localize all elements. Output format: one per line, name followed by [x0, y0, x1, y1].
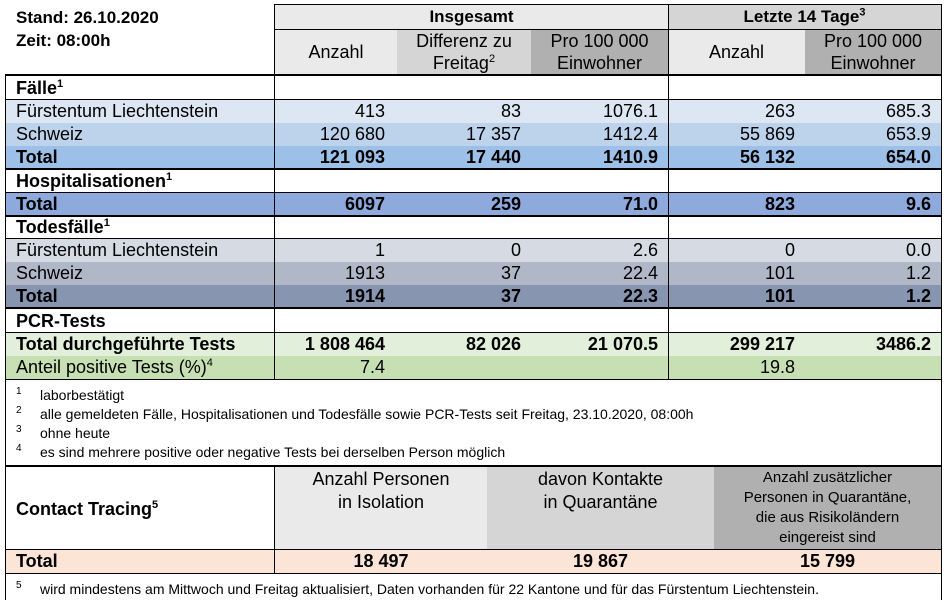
grid-hosp-end — [5, 215, 942, 217]
pcr-total-label: Total durchgeführte Tests — [16, 334, 236, 354]
tod-total-diff: 37 — [500, 286, 521, 306]
tod-ch-anzahl14: 101 — [764, 263, 795, 283]
footnote-1-text: laborbestätigt — [40, 387, 125, 403]
pcr-total-anzahl14: 299 217 — [729, 334, 795, 354]
hosp-sup: 1 — [166, 171, 173, 183]
hosp-total-anzahl14: 823 — [764, 194, 795, 214]
footnote-4-num: 4 — [16, 443, 22, 454]
faelle-ch-pro: 1412.4 — [602, 124, 658, 144]
pcr-total-pro: 21 070.5 — [587, 334, 658, 354]
tod-title — [16, 216, 110, 239]
contact-h3-line2: Personen in Quarantäne, — [743, 489, 912, 506]
contact-total-risiko: 15 799 — [799, 551, 856, 571]
hosp-total-anzahl: 6097 — [344, 194, 385, 214]
stand-label: Stand: 26.10.2020 — [16, 8, 159, 27]
faelle-total-diff: 17 440 — [465, 147, 521, 167]
col-pro14-header-2: Einwohner — [830, 53, 916, 73]
grid-faelle-end — [5, 168, 942, 170]
footnote-4-text: es sind mehrere positive oder negative Tests bei derselben Person möglich — [40, 444, 506, 460]
tod-ch-pro14: 1.2 — [905, 263, 931, 283]
hosp-total-diff: 259 — [490, 194, 521, 214]
footnote-5-num: 5 — [16, 580, 22, 591]
faelle-total-pro14: 654.0 — [885, 147, 931, 167]
footnote-5-text: wird mindestens am Mittwoch und Freitag aktualisiert, Daten vorhanden für 22 Kantone und für das Fürstentum Liechtenstein. — [40, 581, 819, 597]
faelle-fl-diff: 83 — [500, 101, 521, 121]
grid-contact-sep — [5, 549, 942, 550]
tod-ch-label: Schweiz — [16, 263, 84, 283]
header-letzte-text: Letzte 14 Tage — [743, 7, 860, 26]
faelle-title-text: Fälle — [16, 78, 58, 98]
faelle-ch-anzahl: 120 680 — [319, 124, 385, 144]
faelle-ch-diff: 17 357 — [465, 124, 521, 144]
col-anzahl14-header: Anzahl — [708, 42, 765, 62]
tod-fl-label: Fürstentum Liechtenstein — [16, 240, 219, 260]
footnote-2-text: alle gemeldeten Fälle, Hospitalisationen und Todesfälle sowie PCR-Tests seit Freitag, 23.10.2020, 08:00h — [40, 406, 694, 422]
tod-title-text: Todesfälle — [16, 217, 104, 237]
tod-ch-diff: 37 — [500, 263, 521, 283]
grid-pcr-end — [5, 379, 942, 380]
tod-ch-anzahl: 1913 — [344, 263, 385, 283]
contact-sup: 5 — [152, 499, 159, 511]
header-letzte-sup: 3 — [859, 6, 866, 19]
grid-v-right — [941, 4, 942, 380]
footnote-3-text: ohne heute — [40, 425, 111, 441]
faelle-fl-anzahl14: 263 — [764, 101, 795, 121]
grid-subheader — [275, 29, 942, 30]
pcr-anteil-text: Anteil positive Tests (%) — [16, 357, 207, 377]
grid-contact-v-left — [5, 379, 6, 600]
grid-v-mid — [668, 4, 669, 380]
col-diff-header-1: Differenz zu — [416, 31, 512, 51]
hosp-total-pro14: 9.6 — [905, 194, 931, 214]
contact-title-text: Contact Tracing — [16, 499, 153, 519]
faelle-title — [16, 77, 63, 100]
col-diff-header-2-text: Freitag — [432, 53, 489, 73]
contact-total-label: Total — [16, 551, 58, 571]
col-pro14-header-1: Pro 100 000 — [823, 31, 923, 51]
hosp-title-text: Hospitalisationen — [16, 171, 167, 191]
contact-total-isolation: 18 497 — [353, 551, 409, 571]
grid-pcr-sep — [5, 332, 942, 333]
grid-v-label — [274, 4, 275, 380]
faelle-fl-pro14: 685.3 — [885, 101, 931, 121]
faelle-total-anzahl14: 56 132 — [739, 147, 795, 167]
col-diff-sup: 2 — [488, 53, 496, 65]
grid-hosp-sep — [5, 192, 942, 193]
col-pro-header-1: Pro 100 000 — [550, 31, 649, 51]
contact-h2-line1: davon Kontakte — [537, 469, 664, 489]
pcr-anteil-anzahl14: 19.8 — [759, 357, 795, 377]
header-letzte — [668, 7, 941, 27]
tod-ch-pro: 22.4 — [622, 263, 658, 283]
tod-total-pro14: 1.2 — [905, 286, 931, 306]
pcr-anteil-label — [16, 356, 213, 379]
tod-total-anzahl: 1914 — [344, 286, 385, 306]
grid-faelle-sep — [5, 99, 942, 100]
faelle-total-label: Total — [16, 147, 58, 167]
tod-fl-diff: 0 — [510, 240, 521, 260]
faelle-ch-label: Schweiz — [16, 124, 84, 144]
pcr-total-anzahl: 1 808 464 — [304, 334, 385, 354]
contact-title — [16, 498, 158, 521]
contact-h2-line2: in Quarantäne — [543, 492, 658, 512]
tod-sup: 1 — [103, 217, 110, 229]
faelle-fl-pro: 1076.1 — [602, 101, 658, 121]
tod-fl-anzahl14: 0 — [784, 240, 795, 260]
grid-contact-v-right — [941, 379, 942, 600]
grid-v-left — [5, 74, 6, 380]
pcr-title: PCR-Tests — [16, 311, 106, 331]
tod-total-pro: 22.3 — [622, 286, 658, 306]
col-anzahl-header: Anzahl — [308, 42, 364, 62]
grid-tod-sep — [5, 238, 942, 239]
tod-fl-pro14: 0.0 — [905, 240, 931, 260]
faelle-ch-anzahl14: 55 869 — [739, 124, 795, 144]
contact-h3-line3: die aus Risikoländern — [755, 509, 900, 526]
pcr-anteil-anzahl: 7.4 — [359, 357, 385, 377]
contact-total-quarantaene: 19 867 — [572, 551, 629, 571]
pcr-total-pro14: 3486.2 — [875, 334, 931, 354]
grid-contact-bottom — [5, 573, 942, 574]
contact-h1-line1: Anzahl Personen — [312, 469, 450, 489]
grid-contact-v-label — [274, 465, 275, 574]
grid-tod-end — [5, 307, 942, 309]
faelle-total-pro: 1410.9 — [602, 147, 658, 167]
tod-total-anzahl14: 101 — [764, 286, 795, 306]
grid-top-header — [275, 4, 942, 5]
hosp-title — [16, 170, 172, 193]
grid-contact-top — [5, 465, 942, 467]
footnote-1-num: 1 — [16, 386, 22, 397]
tod-fl-anzahl: 1 — [374, 240, 385, 260]
hosp-total-label: Total — [16, 194, 58, 214]
pcr-anteil-sup: 4 — [206, 357, 213, 369]
footnote-3-num: 3 — [16, 424, 22, 435]
tod-total-label: Total — [16, 286, 58, 306]
faelle-sup: 1 — [57, 78, 64, 90]
hosp-total-pro: 71.0 — [622, 194, 658, 214]
faelle-ch-pro14: 653.9 — [885, 124, 931, 144]
header-insgesamt: Insgesamt — [429, 7, 514, 26]
faelle-total-anzahl: 121 093 — [319, 147, 385, 167]
grid-under-header — [5, 74, 942, 76]
zeit-label: Zeit: 08:00h — [16, 31, 111, 50]
tod-fl-pro: 2.6 — [632, 240, 658, 260]
col-diff-header-2 — [397, 52, 531, 75]
contact-h3-line1: Anzahl zusätzlicher — [762, 469, 893, 486]
contact-h3-line4: eingereist sind — [779, 529, 876, 546]
faelle-fl-label: Fürstentum Liechtenstein — [16, 101, 219, 121]
contact-h1-line2: in Isolation — [337, 492, 425, 512]
footnote-2-num: 2 — [16, 405, 22, 416]
col-pro-header-2: Einwohner — [556, 53, 643, 73]
faelle-fl-anzahl: 413 — [354, 101, 385, 121]
pcr-total-diff: 82 026 — [465, 334, 521, 354]
